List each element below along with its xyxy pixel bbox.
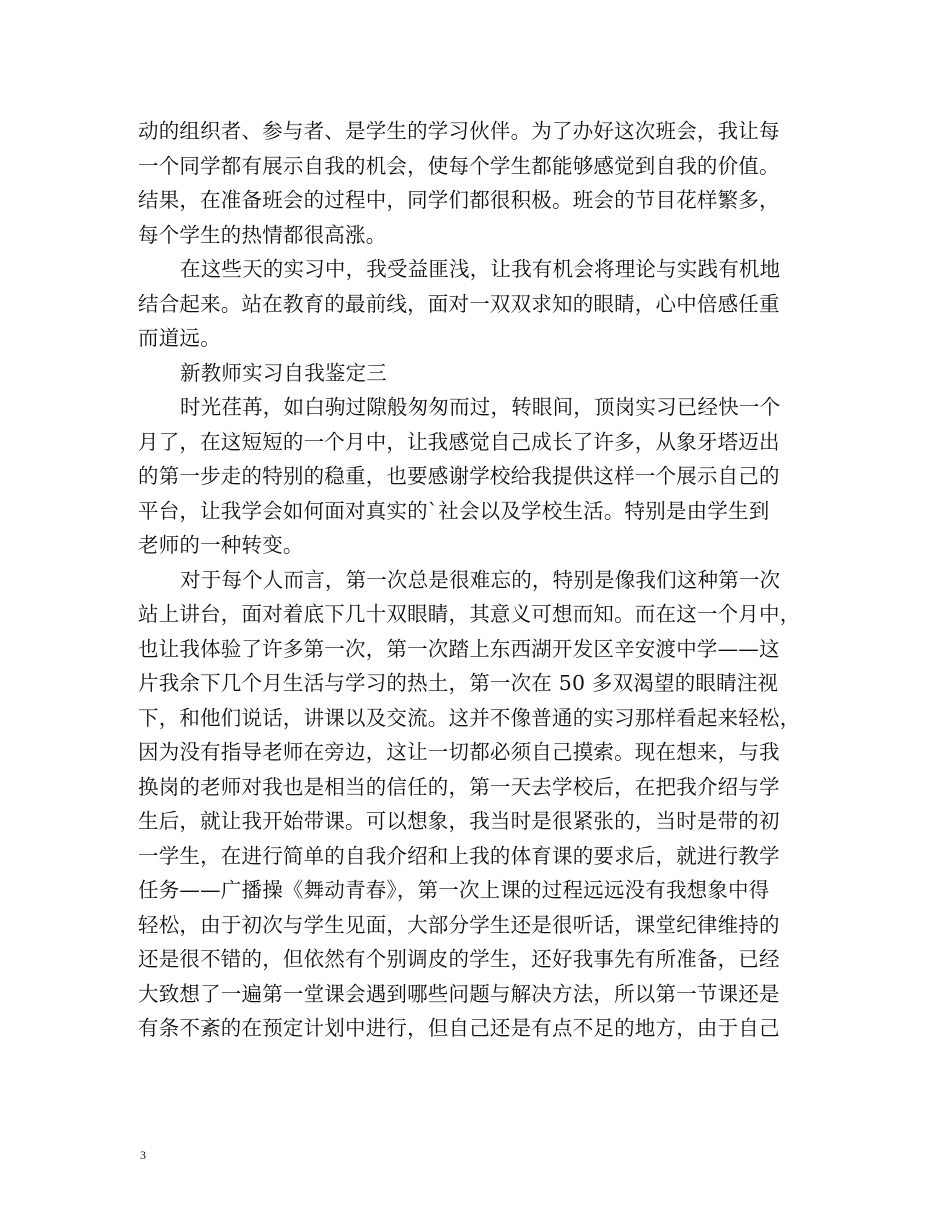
text-line: 大致想了一遍第一堂课会遇到哪些问题与解决方法，所以第一节课还是 [138, 981, 780, 1006]
text-line: 平台，让我学会如何面对真实的`社会以及学校生活。特别是由学生到 [138, 498, 770, 523]
text-line: 一学生，在进行简单的自我介绍和上我的体育课的要求后，就进行教学 [138, 843, 780, 868]
text-line: 对于每个人而言，第一次总是很难忘的，特别是像我们这种第一次 [180, 567, 781, 592]
text-line: 在这些天的实习中，我受益匪浅，让我有机会将理论与实践有机地 [180, 257, 781, 281]
text-line: 一个同学都有展示自我的机会，使每个学生都能够感觉到自我的价值。 [138, 153, 780, 178]
text-line: 而道远。 [138, 326, 221, 350]
text-line: 轻松，由于初次与学生见面，大部分学生还是很听话，课堂纪律维持的 [138, 912, 780, 937]
text-line: 任务——广播操《舞动青春》，第一次上课的过程远远没有我想象中得 [138, 878, 770, 902]
text-line: 有条不紊的在预定计划中进行，但自己还是有点不足的地方，由于自己 [138, 1016, 780, 1040]
text-line: 结果，在准备班会的过程中，同学们都很积极。班会的节目花样繁多， [138, 188, 780, 212]
text-line: 下，和他们说话，讲课以及交流。这并不像普通的实习那样看起来轻松， [138, 705, 801, 730]
text-line: 片我余下几个月生活与学习的热土，第一次在 50 多双渴望的眼睛注视 [138, 671, 779, 695]
text-line: 因为没有指导老师在旁边，这让一切都必须自己摸索。现在想来，与我 [138, 740, 780, 764]
text-line: 动的组织者、参与者、是学生的学习伙伴。为了办好这次班会，我让每 [138, 119, 780, 143]
page-number: 3 [140, 1148, 146, 1162]
section-heading: 新教师实习自我鉴定三 [180, 360, 387, 385]
text-line: 时光荏苒，如白驹过隙般匆匆而过，转眼间，顶岗实习已经快一个 [180, 395, 781, 419]
text-line: 还是很不错的，但依然有个别调皮的学生，还好我事先有所准备，已经 [138, 947, 780, 971]
text-line: 的第一步走的特别的稳重，也要感谢学校给我提供这样一个展示自己的 [138, 464, 780, 488]
text-line: 换岗的老师对我也是相当的信任的，第一天去学校后，在把我介绍与学 [138, 774, 780, 799]
text-line: 站上讲台，面对着底下几十双眼睛，其意义可想而知。而在这一个月中， [138, 602, 801, 626]
text-line: 结合起来。站在教育的最前线，面对一双双求知的眼睛，心中倍感任重 [138, 291, 780, 316]
text-line: 生后，就让我开始带课。可以想象，我当时是很紧张的，当时是带的初 [138, 809, 780, 833]
text-line: 老师的一种转变。 [138, 533, 304, 557]
text-line: 也让我体验了许多第一次，第一次踏上东西湖开发区辛安渡中学——这 [138, 636, 780, 661]
text-line: 月了，在这短短的一个月中，让我感觉自己成长了许多，从象牙塔迈出 [138, 429, 780, 454]
document-body [138, 114, 818, 1046]
text-line: 每个学生的热情都很高涨。 [138, 222, 387, 247]
